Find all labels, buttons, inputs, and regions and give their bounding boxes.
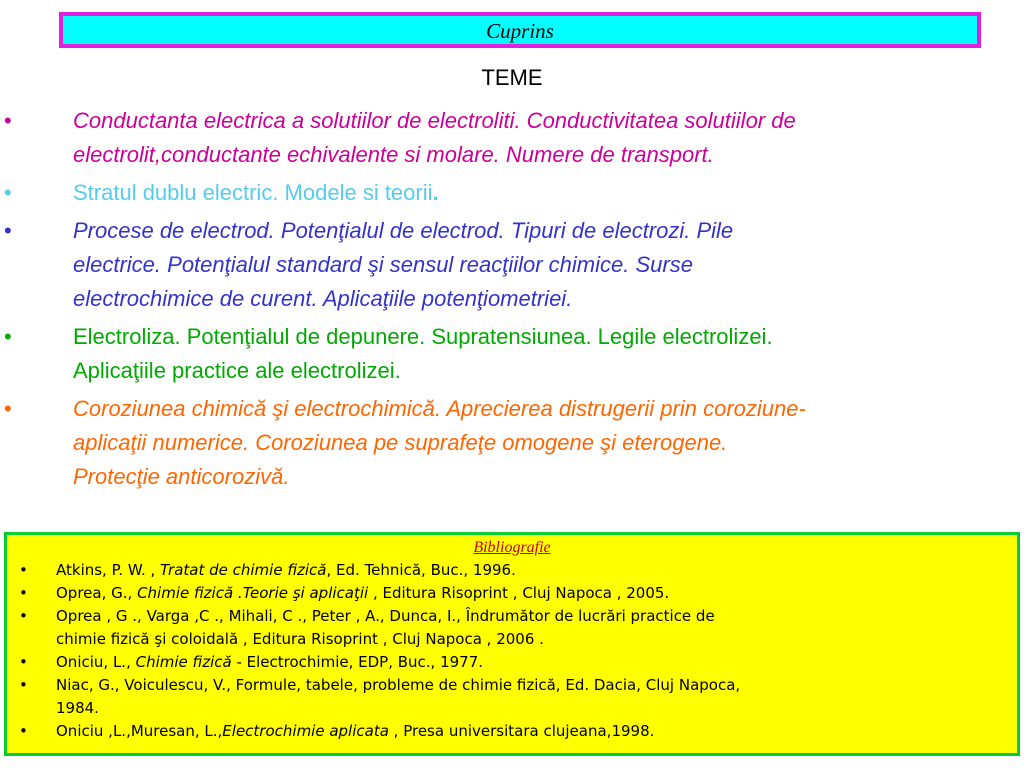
bibliography-item xyxy=(7,559,1017,582)
bullet-marker: • xyxy=(19,584,28,602)
slide-title: Cuprins xyxy=(486,19,554,43)
topic-item xyxy=(0,320,1024,388)
bullet-marker: • xyxy=(4,180,12,205)
topic-line: Conductanta electrica a solutiilor de electroliti. Conductivitatea solutiilor de xyxy=(73,108,796,133)
title-banner xyxy=(59,12,981,48)
bibliography-text: , Editura Risoprint , Cluj Napoca , 2005. xyxy=(368,584,670,602)
bullet-marker: • xyxy=(4,396,12,421)
section-heading: TEME xyxy=(481,65,543,90)
bullet-marker: • xyxy=(4,324,12,349)
bibliography-text: Niac, G., Voiculescu, V., Formule, tabele, probleme de chimie fizică, Ed. Dacia, Cluj Napoca, xyxy=(56,676,741,694)
bibliography-title-italic: Chimie fizică .Teorie şi aplicaţii xyxy=(137,584,369,602)
topic-line: Aplicaţiile practice ale electrolizei. xyxy=(73,358,401,383)
topic-text xyxy=(73,324,773,383)
bibliography-item xyxy=(7,605,1017,651)
bibliography-item xyxy=(7,651,1017,674)
bullet-marker: • xyxy=(19,722,28,740)
topic-text xyxy=(73,218,733,311)
bibliography-title: Bibliografie xyxy=(473,539,551,556)
topic-line: Electroliza. Potenţialul de depunere. Supratensiunea. Legile electrolizei. xyxy=(73,324,773,349)
topic-line: electrice. Potenţialul standard şi sensul reacţiilor chimice. Surse xyxy=(73,252,693,277)
topic-item xyxy=(0,392,1024,494)
bibliography-text: Oniciu, L., xyxy=(56,653,136,671)
bibliography-text: 1984. xyxy=(56,699,99,717)
topic-line: Protecţie anticorozivă. xyxy=(73,464,290,489)
bibliography-title-italic: Tratat de chimie fizică xyxy=(160,561,327,579)
topic-text xyxy=(73,180,439,205)
bibliography-title-italic: Chimie fizică xyxy=(135,653,232,671)
bibliography-box xyxy=(4,532,1020,756)
bibliography-item xyxy=(7,582,1017,605)
bibliography-item xyxy=(7,720,1017,743)
topic-item xyxy=(0,176,1024,210)
bibliography-title-italic: Electrochimie aplicata xyxy=(222,722,389,740)
bibliography-list xyxy=(7,559,1017,743)
bullet-marker: • xyxy=(19,676,28,694)
bullet-marker: • xyxy=(4,108,12,133)
bibliography-item xyxy=(7,674,1017,720)
bibliography-text: Oniciu ,L.,Muresan, L., xyxy=(56,722,223,740)
bullet-marker: • xyxy=(4,218,12,243)
bullet-marker: • xyxy=(19,607,28,625)
bibliography-text: - Electrochimie, EDP, Buc., 1977. xyxy=(231,653,484,671)
topic-line: aplicaţii numerice. Coroziunea pe suprafeţe omogene şi eterogene. xyxy=(73,430,728,455)
topic-line: electrochimice de curent. Aplicaţiile potenţiometriei. xyxy=(73,286,573,311)
topics-list xyxy=(0,104,1024,498)
bibliography-text: Atkins, P. W. , xyxy=(56,561,161,579)
bibliography-text: chimie fizică şi coloidală , Editura Risoprint , Cluj Napoca , 2006 . xyxy=(56,630,544,648)
bibliography-text: , Ed. Tehnică, Buc., 1996. xyxy=(326,561,516,579)
bibliography-text: Oprea, G., xyxy=(56,584,138,602)
topic-text xyxy=(73,396,806,489)
topic-line: Procese de electrod. Potenţialul de electrod. Tipuri de electrozi. Pile xyxy=(73,218,734,243)
bullet-marker: • xyxy=(19,653,28,671)
topic-item xyxy=(0,104,1024,172)
topic-item xyxy=(0,214,1024,316)
bibliography-text: Oprea , G ., Varga ,C ., Mihali, C ., Peter , A., Dunca, I., Îndrumător de lucrări practice de xyxy=(56,607,715,625)
topic-line: electrolit,conductante echivalente si molare. Numere de transport. xyxy=(73,142,714,167)
bibliography-text: , Presa universitara clujeana,1998. xyxy=(388,722,655,740)
topic-line: Coroziunea chimică şi electrochimică. Aprecierea distrugerii prin coroziune- xyxy=(73,396,806,421)
topic-line: Stratul dublu electric. Modele si teorii xyxy=(73,180,433,205)
bullet-marker: • xyxy=(19,561,28,579)
topic-text xyxy=(73,108,796,167)
topic-trailing-dot: . xyxy=(432,180,439,205)
